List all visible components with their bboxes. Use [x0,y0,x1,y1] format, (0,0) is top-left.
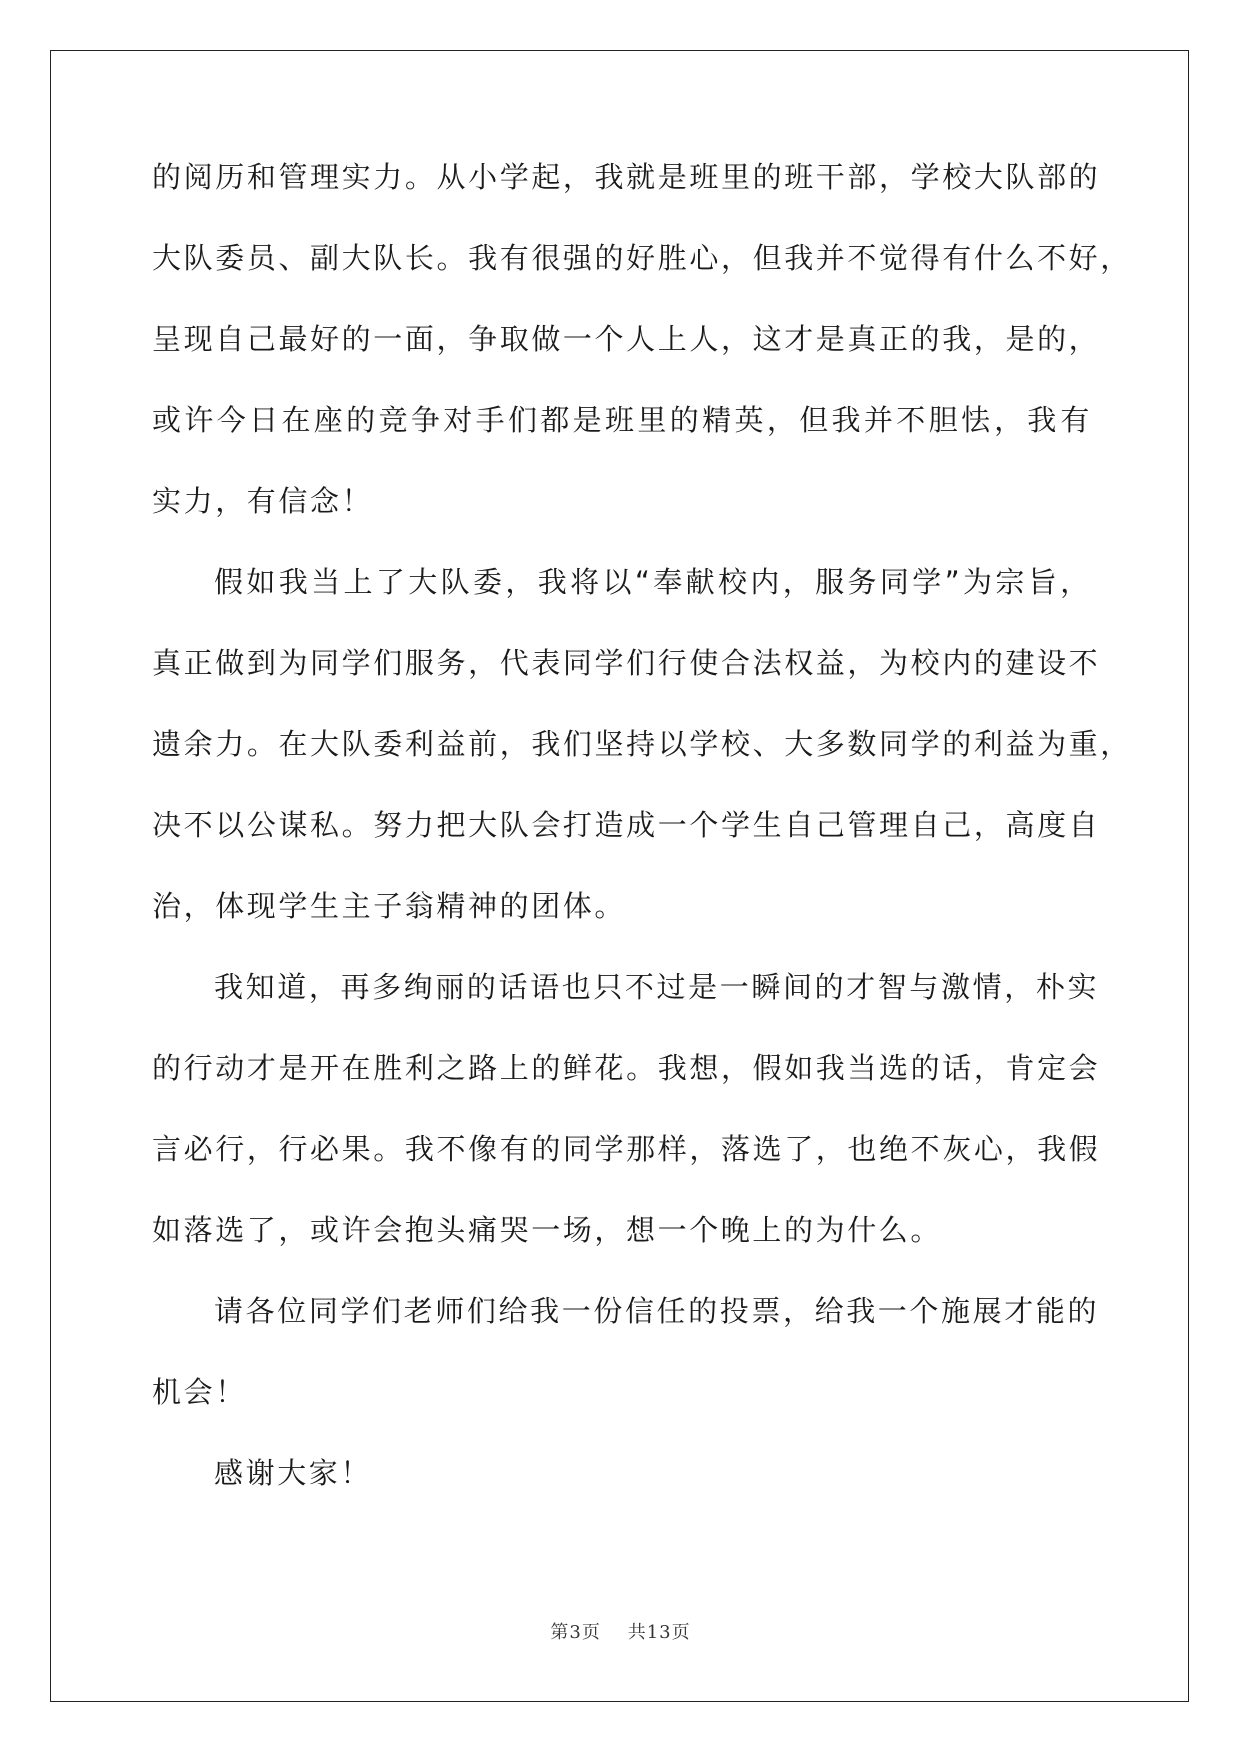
text-line: 真 正 做 到 为 同 学 们 服 务 ， 代 表 同 学 们 行 使 合 法 权 益 ， 为 校 内 的 建 设 不 [152,646,1101,680]
page-number: 第3页 共13页 [550,1622,691,1643]
text-line: 实力，有信念！ [152,484,374,518]
text-line: 的 行 动 才 是 开 在 胜 利 之 路 上 的 鲜 花 。 我 想 ， 假 如 我 当 选 的 话 ， 肯 定 会 [152,1051,1101,1085]
paragraph-start-line: 我 知 道 ， 再 多 绚 丽 的 话 语 也 只 不 过 是 一 瞬 间 的 才 智 与 激 情 ， 朴 实 [214,970,1100,1004]
text-line: 如落选了，或许会抱头痛哭一场，想一个晚上的为什么。 [152,1213,943,1247]
text-line: 的 阅 历 和 管 理 实 力 。 从 小 学 起 ， 我 就 是 班 里 的 班 干 部 ， 学 校 大 队 部 的 [152,160,1101,194]
closing-line: 感谢大家！ [214,1456,373,1490]
text-line: 机会！ [152,1375,247,1409]
text-line: 大 队 委 员 、 副 大 队 长 。 我 有 很 强 的 好 胜 心 ， 但 我 并 不 觉 得 有 什 么 不 好 ， [152,241,1132,275]
document-body [152,160,1132,1540]
text-line: 遗 余 力 。 在 大 队 委 利 益 前 ， 我 们 坚 持 以 学 校 、 大 多 数 同 学 的 利 益 为 重 ， [152,727,1132,761]
paragraph-start-line: 请 各 位 同 学 们 老 师 们 给 我 一 份 信 任 的 投 票 ， 给 我 一 个 施 展 才 能 的 [214,1294,1100,1328]
text-line: 呈 现 自 己 最 好 的 一 面 ， 争 取 做 一 个 人 上 人 ， 这 才 是 真 正 的 我 ， 是 的 ， [152,322,1101,356]
text-line: 或 许 今 日 在 座 的 竞 争 对 手 们 都 是 班 里 的 精 英 ， 但 我 并 不 胆 怯 ， 我 有 [152,403,1092,437]
text-line: 治，体现学生主子翁精神的团体。 [152,889,627,923]
text-line: 言 必 行 ， 行 必 果 。 我 不 像 有 的 同 学 那 样 ， 落 选 了 ， 也 绝 不 灰 心 ， 我 假 [152,1132,1101,1166]
text-line: 决 不 以 公 谋 私 。 努 力 把 大 队 会 打 造 成 一 个 学 生 自 己 管 理 自 己 ， 高 度 自 [152,808,1101,842]
paragraph-start-line: 假 如 我 当 上 了 大 队 委 ， 我 将 以 “ 奉 献 校 内 ， 服 务 同 学 ” 为 宗 旨 ， [214,565,1092,599]
